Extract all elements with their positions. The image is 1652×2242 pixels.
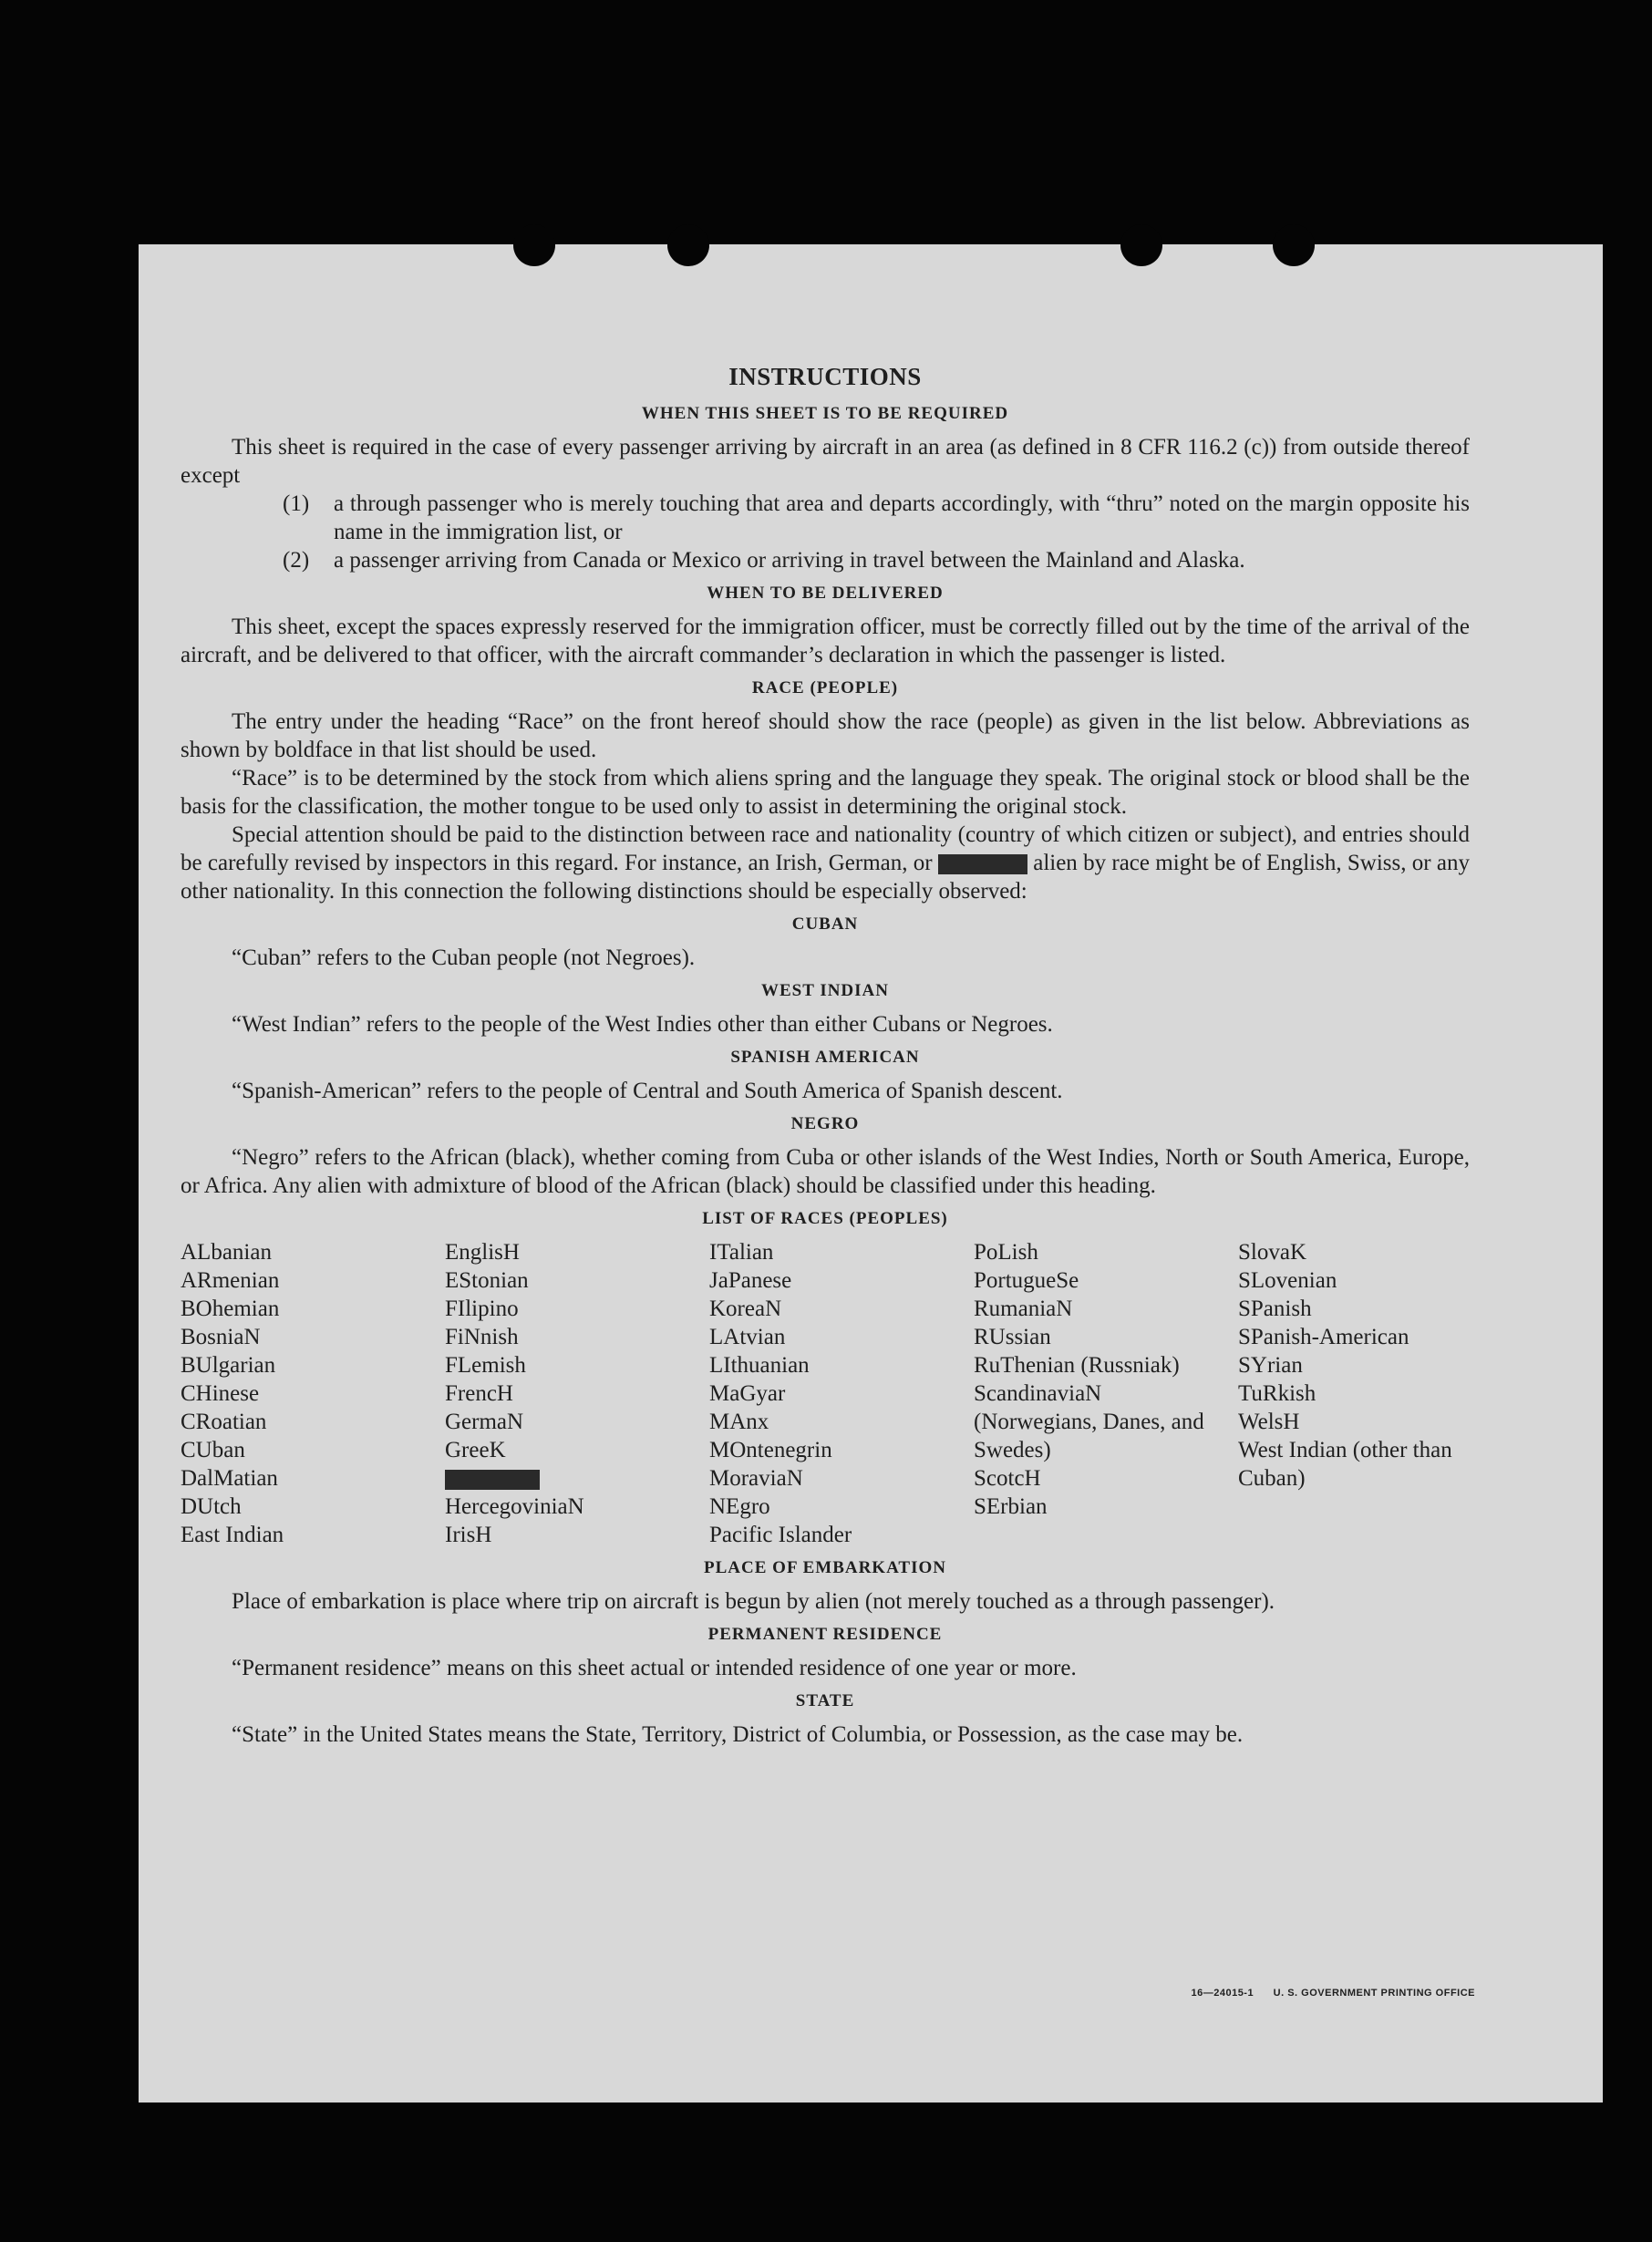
list-item: HercegoviniaN [445,1494,584,1519]
list-item: DalMatian [181,1466,278,1491]
list-item: RuThenian (Russniak) [974,1353,1180,1378]
list-item: DUtch [181,1494,242,1519]
list-item: ScandinaviaN (Norwegians, Danes, and Swedes) [974,1381,1204,1462]
list-item: East Indian [181,1523,284,1547]
list-item: RumaniaN [974,1297,1073,1321]
list-item: LIthuanian [709,1353,810,1378]
list-item: NEgro [709,1494,770,1519]
item-number: (1) [283,491,310,516]
section-heading-embarkation: PLACE OF EMBARKATION [704,1558,946,1577]
redaction-mark [938,854,1027,874]
section-heading-negro: NEGRO [790,1114,860,1133]
list-item: Pacific Islander [709,1523,852,1547]
section-heading-west-indian: WEST INDIAN [761,981,889,1000]
page-title: INSTRUCTIONS [728,363,922,390]
list-item: SPanish-American [1238,1325,1409,1349]
list-item: LAtvian [709,1325,786,1349]
embarkation-text: Place of embarkation is place where trip on aircraft is begun by alien (not merely touched as a through passenger). [232,1589,1275,1614]
list-item: WelsH [1238,1410,1300,1434]
list-item: TuRkish [1238,1381,1316,1406]
section-heading-when-delivered: WHEN TO BE DELIVERED [707,584,944,603]
section-heading-cuban: CUBAN [791,914,859,934]
residence-text: “Permanent residence” means on this sheet actual or intended residence of one year or more. [232,1656,1077,1680]
race-paragraph-3-part-b: alien by race might be of English, Swiss, or any other nationality. In this connection the following distinctions should be especially observed: [181,851,1470,904]
exception-item-2 [283,546,1470,574]
list-item: CUban [181,1438,245,1462]
races-column-3 [709,1238,974,1549]
list-item: SlovaK [1238,1240,1306,1265]
list-item: PoLish [974,1240,1038,1265]
races-column-2 [445,1238,709,1549]
list-item: MoraviaN [709,1466,803,1491]
list-item: RUssian [974,1325,1051,1349]
list-item [445,1464,709,1493]
cuban-text: “Cuban” refers to the Cuban people (not Negroes). [232,945,696,970]
list-item: MOntenegrin [709,1438,832,1462]
punch-hole [1273,224,1315,266]
list-item: FLemish [445,1353,526,1378]
punch-hole [1120,224,1162,266]
list-item: SYrian [1238,1353,1303,1378]
races-list [181,1238,1470,1549]
spanish-american-text: “Spanish-American” refers to the people of Central and South America of Spanish descent. [232,1079,1063,1103]
list-item: FrencH [445,1381,513,1406]
item-text: a through passenger who is merely touching that area and departs accordingly, with “thru” noted on the margin opposite his name in the immigration list, or [334,491,1470,544]
list-item: ITalian [709,1240,774,1265]
list-item: ARmenian [181,1268,280,1293]
item-text: a passenger arriving from Canada or Mexico or arriving in travel between the Mainland and Alaska. [334,548,1245,573]
form-number: 16—24015-1 [1191,1988,1254,1999]
list-item: KoreaN [709,1297,782,1321]
race-paragraph-3-part-a: Special attention should be paid to the distinction between race and nationality (country of which citizen or subject), and entries should be carefully revised by inspectors in this regard. For instance, an Irish, German, or [181,822,1470,875]
section-heading-when-required: WHEN THIS SHEET IS TO BE REQUIRED [641,404,1009,423]
document-sheet [139,244,1603,2103]
list-item: SPanish [1238,1297,1312,1321]
negro-text: “Negro” refers to the African (black), whether coming from Cuba or other islands of the West Indies, North or South America, Europe, or Africa. Any alien with admixture of blood of the African (black) should be classified under this heading. [181,1145,1470,1198]
list-item: MaGyar [709,1381,786,1406]
section-heading-spanish-american: SPANISH AMERICAN [730,1048,920,1067]
redaction-mark [445,1470,540,1490]
when-required-intro: This sheet is required in the case of every passenger arriving by aircraft in an area (as defined in 8 CFR 116.2 (c)) from outside thereof except [181,435,1470,488]
instructions-body [181,363,1470,1749]
state-text: “State” in the United States means the State, Territory, District of Columbia, or Possession, as the case may be. [232,1722,1244,1747]
list-item: FIlipino [445,1297,519,1321]
race-paragraph-1: The entry under the heading “Race” on the front hereof should show the race (people) as given in the list below. Abbreviations as shown by boldface in that list should be used. [181,709,1470,762]
list-item: GreeK [445,1438,506,1462]
form-footer [1174,1988,1475,1999]
punch-hole [513,224,555,266]
section-heading-list-of-races: LIST OF RACES (PEOPLES) [702,1209,948,1228]
list-item: SErbian [974,1494,1048,1519]
printer-credit: U. S. GOVERNMENT PRINTING OFFICE [1273,1988,1475,1999]
list-item: FiNnish [445,1325,519,1349]
list-item: ALbanian [181,1240,272,1265]
list-item: ScotcH [974,1466,1041,1491]
list-item: West Indian (other than Cuban) [1238,1438,1452,1491]
exception-item-1 [283,490,1470,546]
races-column-1 [181,1238,445,1549]
races-column-5 [1238,1238,1502,1549]
west-indian-text: “West Indian” refers to the people of the West Indies other than either Cubans or Negroes. [232,1012,1053,1037]
list-item: JaPanese [709,1268,792,1293]
punch-hole [667,224,709,266]
section-heading-race: RACE (PEOPLE) [751,678,899,697]
list-item: SLovenian [1238,1268,1337,1293]
section-heading-state: STATE [795,1691,855,1710]
list-item: BOhemian [181,1297,280,1321]
list-item: EnglisH [445,1240,520,1265]
list-item: CRoatian [181,1410,267,1434]
list-item: EStonian [445,1268,529,1293]
races-column-4 [974,1238,1238,1549]
list-item: GermaN [445,1410,524,1434]
race-paragraph-2: “Race” is to be determined by the stock from which aliens spring and the language they speak. The original stock or blood shall be the basis for the classification, the mother tongue to be used only to assist in determining the original stock. [181,766,1470,819]
list-item: CHinese [181,1381,260,1406]
list-item: IrisH [445,1523,492,1547]
item-number: (2) [283,548,310,573]
list-item: BUlgarian [181,1353,276,1378]
list-item: MAnx [709,1410,769,1434]
race-paragraph-3 [181,821,1470,905]
when-delivered-text: This sheet, except the spaces expressly reserved for the immigration officer, must be correctly filled out by the time of the arrival of the aircraft, and be delivered to that officer, with the aircraft commander’s declaration in which the passenger is listed. [181,615,1470,667]
list-item: BosniaN [181,1325,261,1349]
list-item: PortugueSe [974,1268,1079,1293]
section-heading-residence: PERMANENT RESIDENCE [707,1625,943,1644]
